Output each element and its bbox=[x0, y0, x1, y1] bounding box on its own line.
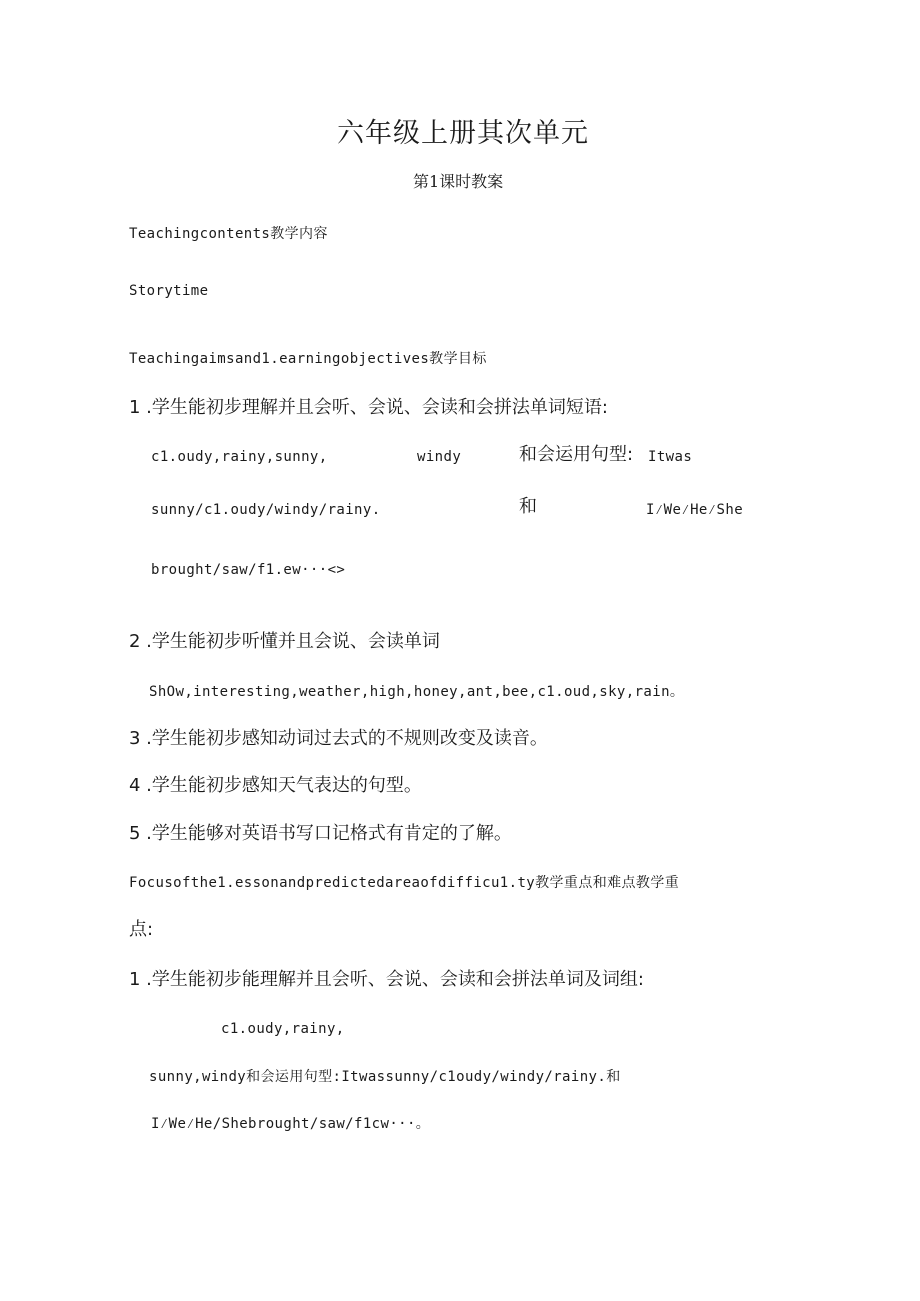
document-subtitle: 第1课时教案 bbox=[413, 172, 504, 191]
aims-item-1-windy: windy bbox=[417, 449, 462, 465]
document-title: 六年级上册其次单元 bbox=[337, 118, 589, 149]
focus-item-1: 1 .学生能初步能理解并且会听、会说、会读和会拼法单词及词组: bbox=[129, 969, 644, 990]
aims-item-2-words: ShOw,interesting,weather,high,honey,ant,bee,c1.oud,sky,rain。 bbox=[149, 684, 685, 700]
aims-item-1-itwas: Itwas bbox=[648, 449, 693, 465]
focus-item-1-line-2: sunny,windy和会运用句型:Itwassunny/c1oudy/windy/rainy.和 bbox=[149, 1069, 621, 1085]
aims-heading: Teachingaimsand1.earningobjectives教学目标 bbox=[129, 351, 487, 367]
aims-item-1-line-3: brought/saw/f1.ew···<> bbox=[151, 562, 346, 578]
aims-item-1-line-2: sunny/c1.oudy/windy/rainy. bbox=[151, 502, 381, 518]
focus-item-1-line-3: I⁄We⁄He/Shebrought/saw/f1cw···。 bbox=[151, 1116, 431, 1132]
aims-item-1-he: 和 bbox=[519, 496, 537, 517]
aims-item-4: 4 .学生能初步感知天气表达的句型。 bbox=[129, 775, 422, 796]
focus-item-1-words: c1.oudy,rainy, bbox=[221, 1021, 345, 1037]
contents-heading-text: Teachingcontents教学内容 bbox=[129, 226, 328, 242]
aims-item-3: 3 .学生能初步感知动词过去式的不规则改变及读音。 bbox=[129, 728, 548, 749]
aims-item-1-words: c1.oudy,rainy,sunny, bbox=[151, 449, 328, 465]
aims-item-1-and-pattern: 和会运用句型: bbox=[519, 444, 634, 465]
contents-value: Storytime bbox=[129, 283, 209, 299]
aims-item-1-pronouns: I⁄We⁄He⁄She bbox=[646, 502, 744, 518]
aims-item-5: 5 .学生能够对英语书写口记格式有肯定的了解。 bbox=[129, 823, 512, 844]
focus-heading-line-2: 点: bbox=[129, 919, 154, 940]
contents-heading bbox=[129, 227, 328, 241]
aims-item-2: 2 .学生能初步听懂并且会说、会读单词 bbox=[129, 631, 440, 652]
aims-item-1: 1 .学生能初步理解并且会听、会说、会读和会拼法单词短语: bbox=[129, 397, 608, 418]
focus-heading-line-1: Focusofthe1.essonandpredictedareaofdifficu1.ty教学重点和难点教学重 bbox=[129, 875, 680, 891]
